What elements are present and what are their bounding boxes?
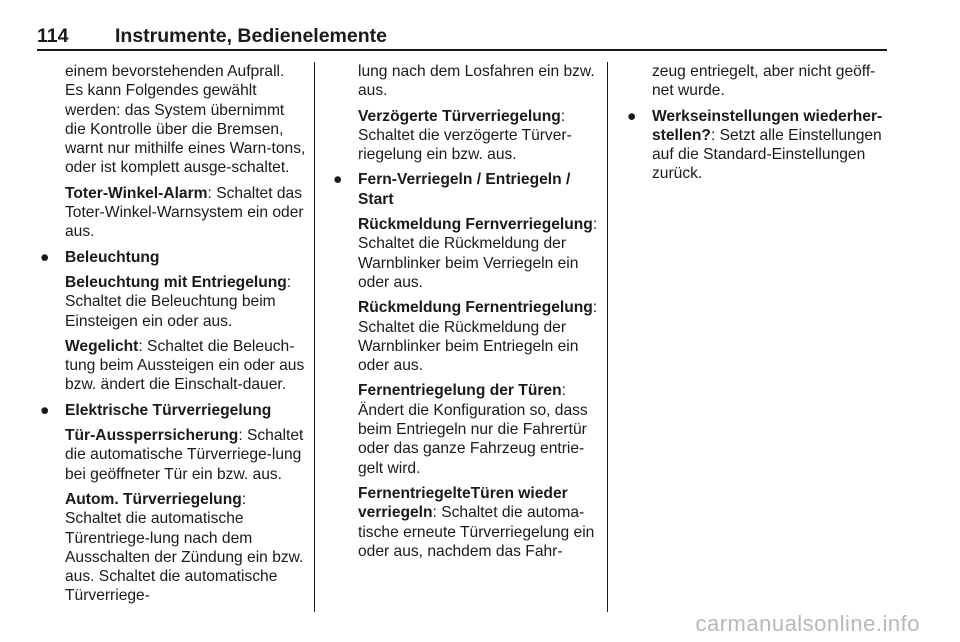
- desc-fernentriegelung-tueren: : Ändert die Konfiguration so, dass beim Entriegeln nur die Fahrertür oder das ganze Fahrzeug entrie-gelt wird.: [358, 382, 588, 477]
- term-tueren-wieder-verriegeln: FernentriegelteTüren wieder verriegeln: [358, 484, 568, 522]
- term-wegelicht: Wegelicht: [65, 337, 139, 355]
- setting-fernentriegelung-tueren: [331, 381, 599, 477]
- column-1: [38, 62, 306, 612]
- heading-fern-verriegeln: Fern-Verriegeln / Entriegeln / Start: [358, 171, 571, 208]
- desc-tueren-wieder-verriegeln: : Schaltet die automa-tische erneute Türverriegelung ein oder aus, nachdem das Fahr-: [358, 504, 595, 560]
- paragraph-continued: zeug entriegelt, aber nicht geöff-net wurde.: [652, 63, 876, 100]
- bullet-elektrische-tuerverriegelung: [38, 401, 306, 420]
- column-divider: [314, 62, 315, 612]
- term-rueckmeldung-fernentriegelung: Rückmeldung Fernentriegelung: [358, 299, 593, 317]
- term-werkseinstellungen: Werkseinstellungen wiederher-stellen?: [652, 107, 883, 144]
- setting-toter-winkel: [38, 184, 306, 242]
- desc-rueckmeldung-fernentriegelung: : Schaltet die Rückmeldung der Warnblinker beim Entriegeln ein oder aus.: [358, 299, 598, 375]
- heading-elektrische-tuerverriegelung: Elektrische Türverriegelung: [65, 401, 272, 419]
- desc-tuer-aussperrsicherung: : Schaltet die automatische Türverriege-lung bei geöffneter Tür ein bzw. aus.: [65, 427, 304, 483]
- watermark: carmanualsonline.info: [695, 611, 920, 636]
- term-toter-winkel: Toter-Winkel-Alarm: [65, 184, 208, 202]
- column-divider: [607, 62, 608, 612]
- term-fernentriegelung-tueren: Fernentriegelung der Türen: [358, 382, 562, 400]
- column-2: [331, 62, 599, 567]
- desc-wegelicht: : Schaltet die Beleuch-tung beim Aussteigen ein oder aus bzw. ändert die Einschalt-dauer.: [65, 337, 305, 394]
- setting-verzoegerte-tuerverriegelung: [331, 107, 599, 165]
- desc-autom-tuerverriegelung: : Schaltet die automatische Türentriege-lung nach dem Ausschalten der Zündung ein bzw. aus. Schaltet die automatische Türverriege-: [65, 490, 304, 605]
- bullet-icon: ●: [333, 171, 343, 189]
- term-rueckmeldung-fernverriegelung: Rückmeldung Fernverriegelung: [358, 216, 593, 234]
- setting-autom-tuerverriegelung: [38, 490, 306, 606]
- page-number: 114: [37, 25, 69, 47]
- paragraph-continued: lung nach dem Losfahren ein bzw. aus.: [358, 63, 595, 100]
- page-header: [37, 25, 887, 51]
- header-rule: [37, 49, 887, 51]
- bullet-fern-verriegeln: [331, 170, 599, 209]
- term-verzoegerte-tuerverriegelung: Verzögerte Türverriegelung: [358, 107, 561, 125]
- bullet-icon: ●: [627, 107, 637, 125]
- page-title: Instrumente, Bedienelemente: [115, 25, 387, 47]
- paragraph-intro: einem bevorstehenden Aufprall. Es kann Folgendes gewählt werden: das System übernimmt die Kontrolle über die Bremsen, warnt nur mithilfe eines Warn-tons, oder ist komplett ausge-schaltet.: [65, 63, 306, 177]
- setting-tuer-aussperrsicherung: [38, 426, 306, 484]
- bullet-beleuchtung: [38, 248, 306, 267]
- setting-werkseinstellungen: [652, 108, 882, 183]
- heading-beleuchtung: Beleuchtung: [65, 248, 160, 266]
- setting-rueckmeldung-fernverriegelung: [331, 215, 599, 292]
- setting-beleuchtung-entriegelung: [38, 273, 306, 331]
- bullet-icon: ●: [40, 248, 50, 266]
- setting-tueren-wieder-verriegeln: [331, 484, 599, 561]
- setting-wegelicht: [38, 337, 306, 395]
- desc-rueckmeldung-fernverriegelung: : Schaltet die Rückmeldung der Warnblinker beim Verriegeln ein oder aus.: [358, 216, 598, 291]
- bullet-icon: ●: [40, 401, 50, 419]
- setting-rueckmeldung-fernentriegelung: [331, 298, 599, 375]
- column-3: [625, 62, 893, 190]
- term-autom-tuerverriegelung: Autom. Türverriegelung: [65, 490, 242, 508]
- desc-beleuchtung-entriegelung: : Schaltet die Beleuchtung beim Einsteigen ein oder aus.: [65, 273, 292, 330]
- desc-werkseinstellungen: : Setzt alle Einstellungen auf die Standard-Einstellungen zurück.: [652, 126, 882, 183]
- bullet-werkseinstellungen: [625, 107, 893, 184]
- desc-verzoegerte-tuerverriegelung: : Schaltet die verzögerte Türver-riegelung ein bzw. aus.: [358, 107, 572, 164]
- desc-toter-winkel: : Schaltet das Toter-Winkel-Warnsystem ein oder aus.: [65, 184, 304, 241]
- term-beleuchtung-entriegelung: Beleuchtung mit Entriegelung: [65, 273, 287, 291]
- term-tuer-aussperrsicherung: Tür-Aussperrsicherung: [65, 427, 239, 445]
